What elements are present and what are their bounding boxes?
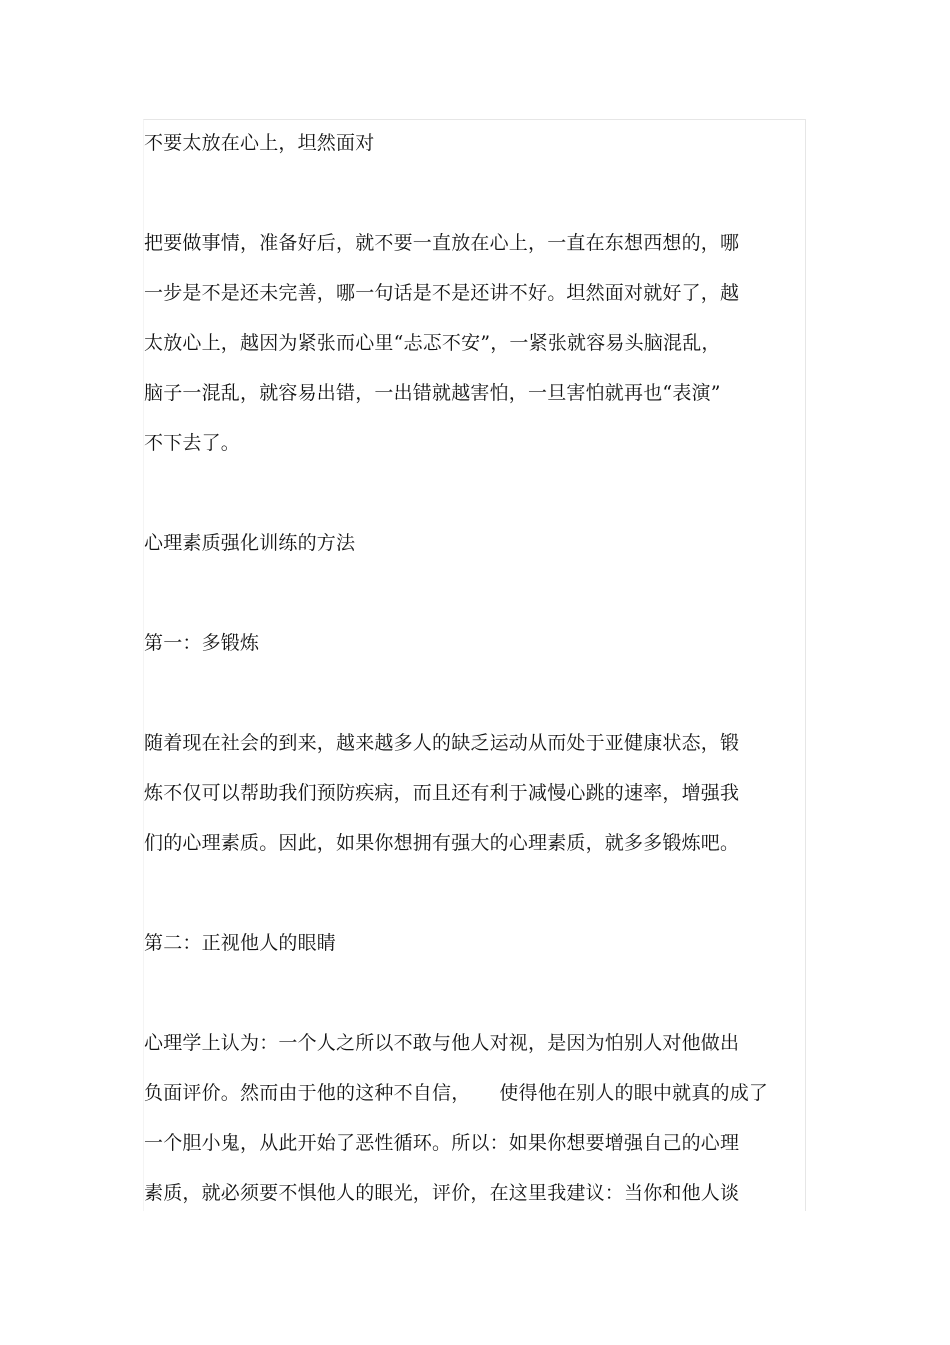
- paragraph-line: 把要做事情，准备好后，就不要一直放在心上，一直在东想西想的，哪: [144, 232, 740, 254]
- paragraph-line: 随着现在社会的到来，越来越多人的缺乏运动从而处于亚健康状态，锻: [144, 732, 740, 754]
- paragraph-line: 一步是不是还未完善，哪一句话是不是还讲不好。坦然面对就好了，越: [144, 282, 740, 304]
- heading-method-one: 第一：多锻炼: [144, 632, 260, 654]
- heading-keep-calm: 不要太放在心上，坦然面对: [144, 132, 375, 154]
- spacer: [144, 468, 794, 518]
- paragraph-eye-contact: [144, 1018, 794, 1218]
- paragraph-exercise: [144, 718, 794, 868]
- spacer: [144, 168, 794, 218]
- paragraph-line: 炼不仅可以帮助我们预防疾病，而且还有利于减慢心跳的速率，增强我: [144, 782, 740, 804]
- paragraph-line: 不下去了。: [144, 432, 241, 454]
- heading-training-methods: 心理素质强化训练的方法: [144, 532, 356, 554]
- spacer: [144, 668, 794, 718]
- spacer: [144, 568, 794, 618]
- paragraph-line: 太放心上，越因为紧张而心里“忐忑不安”，一紧张就容易头脑混乱，: [144, 332, 721, 354]
- heading-method-two: 第二：正视他人的眼睛: [144, 932, 337, 954]
- paragraph-line: 负面评价。然而由于他的这种不自信， 使得他在别人的眼中就真的成了: [144, 1082, 769, 1104]
- paragraph-line: 心理学上认为：一个人之所以不敢与他人对视，是因为怕别人对他做出: [144, 1032, 740, 1054]
- paragraph-line: 们的心理素质。因此，如果你想拥有强大的心理素质，就多多锻炼吧。: [144, 832, 740, 854]
- spacer: [144, 968, 794, 1018]
- spacer: [144, 868, 794, 918]
- paragraph-keep-calm: [144, 218, 794, 468]
- document-body: [144, 118, 794, 1218]
- paragraph-line: 脑子一混乱，就容易出错，一出错就越害怕，一旦害怕就再也“表演”: [144, 382, 721, 404]
- paragraph-line: 素质，就必须要不惧他人的眼光，评价，在这里我建议：当你和他人谈: [144, 1182, 740, 1204]
- paragraph-line: 一个胆小鬼，从此开始了恶性循环。所以：如果你想要增强自己的心理: [144, 1132, 740, 1154]
